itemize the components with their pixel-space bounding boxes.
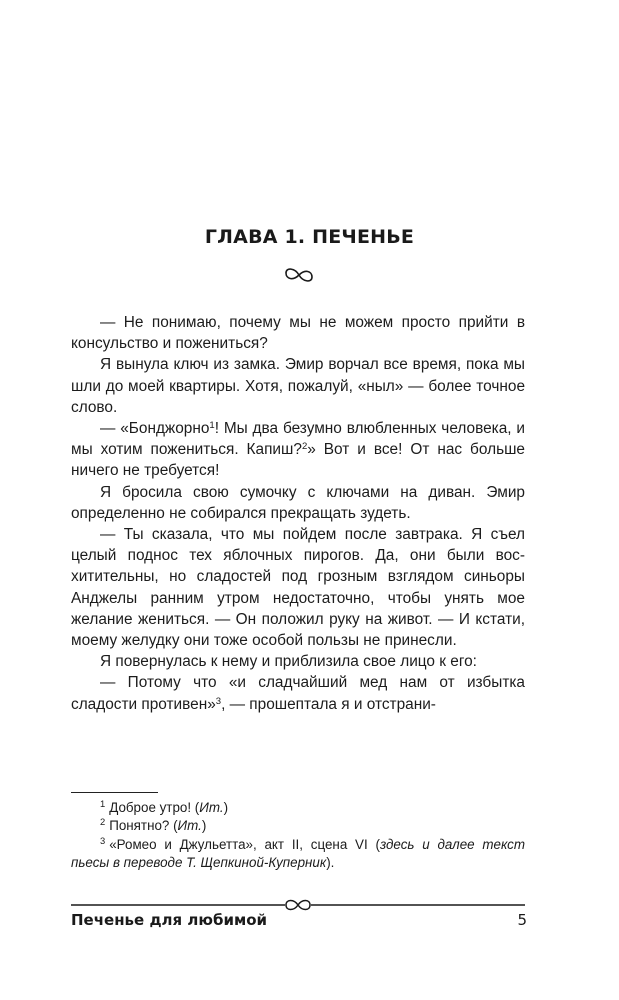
paragraph: — «Бонджорно$^1$! Мы два безумно влюбленных человека, и мы хотим пожениться. Капиш?$^2$» Вот и все! От нас больше ничего не требуется! (71, 419, 525, 480)
page-number: 5 (517, 911, 527, 929)
footnote-ref[interactable]: 2 (301, 440, 308, 452)
chapter-title: ГЛАВА 1. ПЕЧЕНЬЕ (204, 226, 415, 248)
body-text (71, 312, 525, 715)
paragraph: — Ты сказала, что мы пойдем после завтрака. Я съел целый поднос тех яблочных пирогов. Да, они были восхитительны, но сладостей под грозным взглядом синьоры Анджелы ранним утром недостаточно, чтобы унять мое желание жениться. — Он положил руку на живот. — И кстати, моему желудку они тоже особой пользы не принесли. (71, 526, 525, 650)
heart-knot-icon (283, 265, 315, 285)
footnote: $^1$ Доброе утро! (Ит.) (100, 798, 229, 815)
footnote: $^2$ Понятно? (Ит.) (100, 817, 207, 834)
footnote: $^3$ «Ромео и Джульетта», акт II, сцена VI (здесь и далее текст пьесы в переводе Т. Щепкиной-Куперник). (71, 835, 526, 871)
paragraph: Я повернулась к нему и приблизила свое лицо к его: (100, 653, 477, 671)
paragraph: Я вынула ключ из замка. Эмир ворчал все время, пока мы шли до моей квартиры. Хотя, пожалуй, «ныл» — более точное слово. (71, 356, 525, 416)
footnote-divider (71, 792, 158, 793)
paragraph: — Потому что «и сладчайший мед нам от избытка сладости противен»$^3$, — прошептала я и отстрани- (71, 674, 525, 713)
paragraph: Я бросила свою сумочку с ключами на диван. Эмир определенно не собирался прекращать зудеть. (71, 483, 525, 522)
footnote-ref[interactable]: 1 (209, 419, 215, 431)
footnote-ref[interactable]: 3 (215, 695, 222, 707)
footnotes (71, 799, 525, 873)
running-footer-title: Печенье для любимой (71, 911, 268, 929)
paragraph: — Не понимаю, почему мы не можем просто прийти в консульство и пожениться? (71, 314, 525, 353)
